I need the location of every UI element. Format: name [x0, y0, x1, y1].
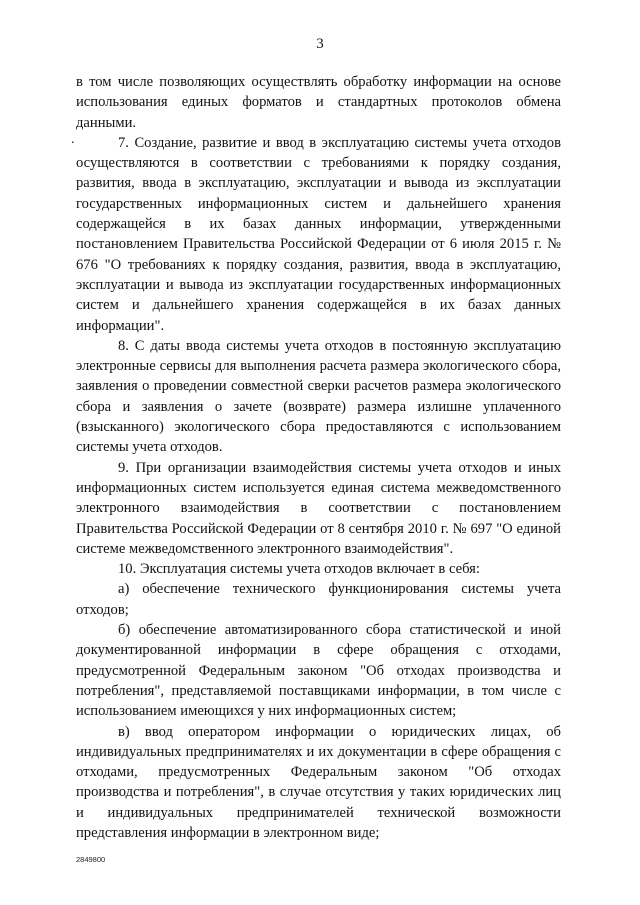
paragraph-9: 9. При организации взаимодействия системы учета отходов и иных информационных систем используется единая система межведомственного электронного взаимодействия в соответствии с постановлением Правительства Российской Федерации от 8 сентября 2010 г. № 697 "О единой системе межведомственного электронного взаимодействия".: [76, 459, 561, 557]
paragraph-10-v: в) ввод оператором информации о юридических лицах, об индивидуальных предпринимателях и их документации в сфере обращения с отходами, предусмотренных Федеральным законом "Об отходах производства и потребления", в случае отсутствия у таких юридических лиц и индивидуальных предпринимателей технической возможности представления информации в электронном виде;: [76, 723, 561, 841]
document-body: [76, 72, 561, 843]
paragraph-10-a: а) обеспечение технического функционирования системы учета отходов;: [76, 581, 561, 618]
paragraph-10: 10. Эксплуатация системы учета отходов включает в себя:: [118, 561, 480, 578]
paragraph-8: 8. С даты ввода системы учета отходов в постоянную эксплуатацию электронные сервисы для выполнения расчета размера экологического сбора, заявления о проведении совместной сверки расчетов размера экологического сбора и заявления о зачете (возврате) размера излишне уплаченного (взысканного) экологического сбора предоставляются с использованием системы учета отходов.: [76, 337, 561, 456]
stray-mark: .: [71, 132, 75, 147]
page-number: 3: [316, 36, 324, 52]
paragraph-continuation: в том числе позволяющих осуществлять обработку информации на основе использования единых форматов и стандартных протоколов обмена данными.: [76, 74, 561, 131]
paragraph-7: 7. Создание, развитие и ввод в эксплуатацию системы учета отходов осуществляются в соответствии с требованиями к порядку создания, развития, ввода в эксплуатацию, эксплуатации и вывода из эксплуатации государственных информационных систем и дальнейшего хранения содержащейся в их базах данных информации, утвержденными постановлением Правительства Российской Федерации от 6 июля 2015 г. № 676 "О требованиях к порядку создания, развития, ввода в эксплуатацию, эксплуатации и вывода из эксплуатации государственных информационных систем и дальнейшего хранения содержащейся в их базах данных информации".: [76, 134, 561, 334]
paragraph-10-b: б) обеспечение автоматизированного сбора статистической и иной документированной информации в сфере обращения с отходами, предусмотренной Федеральным законом "Об отходах производства и потребления", представляемой поставщиками информации, в том числе с использованием имеющихся у них информационных систем;: [76, 622, 561, 720]
document-code: 2849800: [76, 855, 106, 864]
